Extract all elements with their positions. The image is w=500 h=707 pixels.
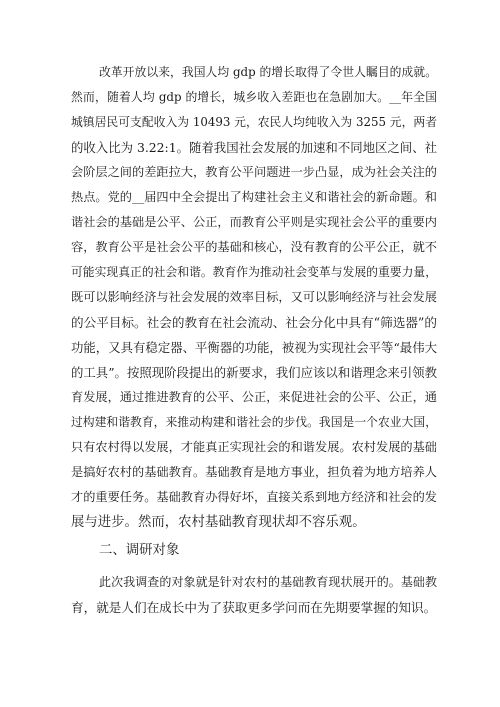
- paragraph-1-line-13: 的工具”。按照现阶段提出的新要求，我们应该以和谐理念来引领教: [71, 365, 437, 380]
- paragraph-1-line-18: 才的重要任务。基础教育办得好坏，直接关系到地方经济和社会的发: [71, 490, 437, 504]
- paragraph-1-line-6: 热点。党的__届四中全会提出了构建社会主义和谐社会的新命题。和: [71, 190, 437, 204]
- paragraph-1-line-9: 可能实现真正的社会和谐。教育作为推动社会变革与发展的重要力量，: [71, 265, 437, 279]
- paragraph-1-line-15: 过构建和谐教育，来推动构建和谐社会的步伐。我国是一个农业大国，: [71, 415, 437, 429]
- paragraph-1-line-17: 是搞好农村的基础教育。基础教育是地方事业，担负着为地方培养人: [71, 465, 437, 479]
- paragraph-1-line-3: 城镇居民可支配收入为 10493 元，农民人均纯收入为 3255 元，两者: [71, 115, 437, 129]
- paragraph-1-line-10: 既可以影响经济与社会发展的效率目标，又可以影响经济与社会发展: [71, 290, 437, 304]
- paragraph-2-line-2: 育，就是人们在成长中为了获取更多学问而在先期要掌握的知识。: [71, 600, 437, 615]
- paragraph-1-line-14: 育发展，通过推进教育的公平、公正，来促进社会的公平、公正，通: [71, 390, 437, 404]
- paragraph-1-line-19: 展与进步。然而，农村基础教育现状却不容乐观。: [71, 515, 366, 530]
- paragraph-1-line-11: 的公平目标。社会的教育在社会流动、社会分化中具有“筛选器”的: [71, 315, 437, 330]
- paragraph-1-line-12: 功能，又具有稳定器、平衡器的功能，被视为实现社会平等“最伟大: [71, 340, 437, 355]
- paragraph-1-line-16: 只有农村得以发展，才能真正实现社会的和谐发展。农村发展的基础: [71, 440, 437, 454]
- paragraph-1-line-8: 容，教育公平是社会公平的基础和核心，没有教育的公平公正，就不: [71, 240, 437, 254]
- paragraph-1-line-4: 的收入比为 3.22:1。随着我国社会发展的加速和不同地区之间、社: [71, 140, 437, 155]
- section-heading-survey-subject: 二、调研对象: [99, 543, 180, 558]
- paragraph-1-line-2: 然而，随着人均 gdp 的增长，城乡收入差距也在急剧加大。__年全国: [71, 90, 437, 104]
- paragraph-2-line-1: 此次我调查的对象就是针对农村的基础教育现状展开的。基础教: [99, 575, 437, 589]
- paragraph-1-line-7: 谐社会的基础是公平、公正，而教育公平则是实现社会公平的重要内: [71, 215, 437, 229]
- paragraph-1-line-5: 会阶层之间的差距拉大，教育公平问题进一步凸显，成为社会关注的: [71, 165, 437, 179]
- paragraph-1-line-1: 改革开放以来，我国人均 gdp 的增长取得了令世人瞩目的成就。: [99, 65, 437, 79]
